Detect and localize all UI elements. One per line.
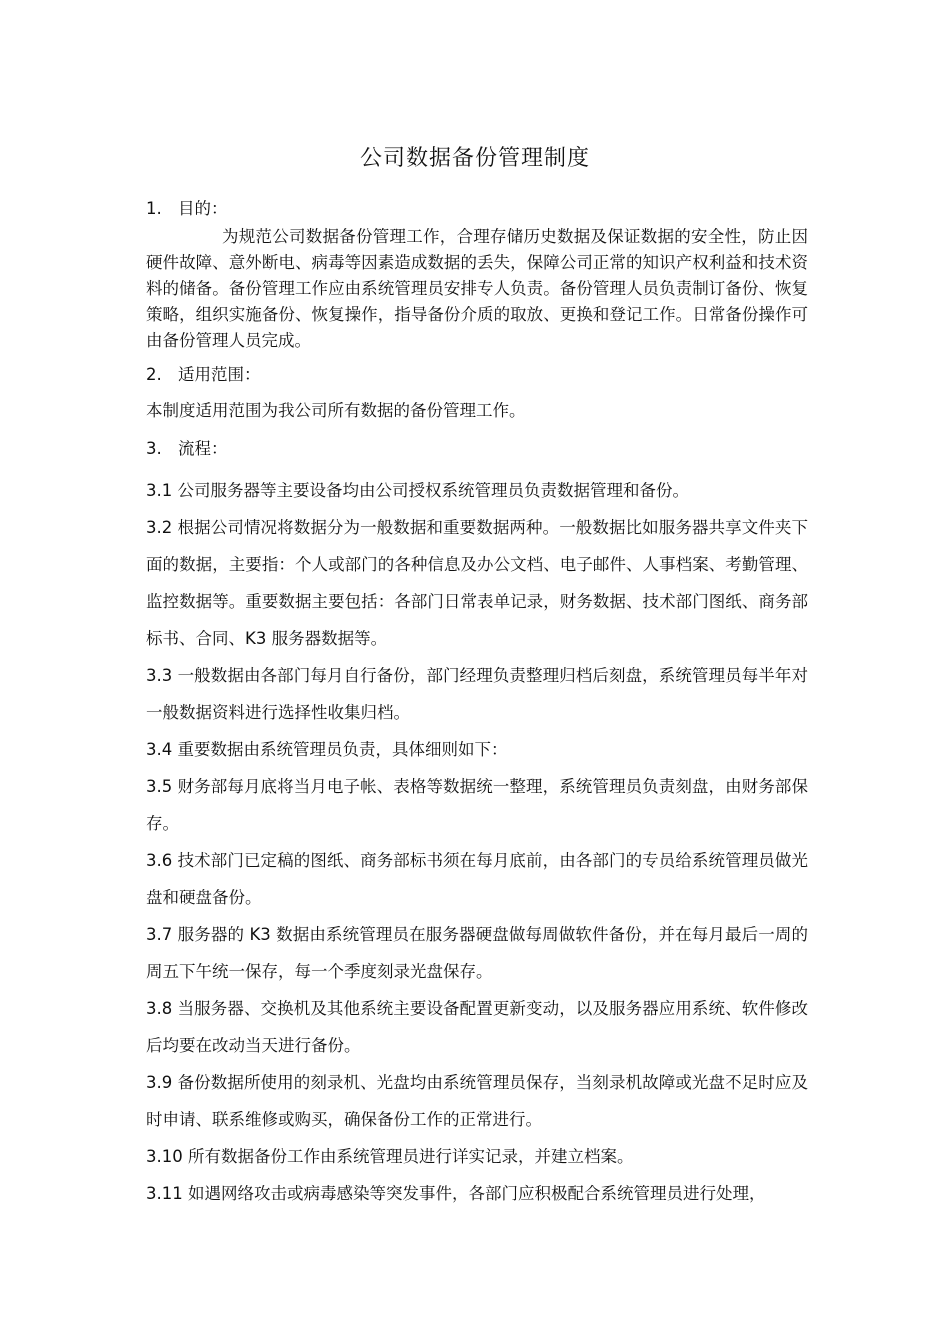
section-number: 3. xyxy=(146,439,162,458)
section-scope-heading xyxy=(146,362,808,388)
process-item-3-10: 3.10 所有数据备份工作由系统管理员进行详实记录，并建立档案。 xyxy=(146,1147,634,1166)
process-item-3-3: 3.3 一般数据由各部门每月自行备份，部门经理负责整理归档后刻盘，系统管理员每半年对一般数据资料进行选择性收集归档。 xyxy=(146,666,808,722)
section-heading-text: 适用范围： xyxy=(178,365,261,384)
process-item-3-11: 3.11 如遇网络攻击或病毒感染等突发事件，各部门应积极配合系统管理员进行处理， xyxy=(146,1184,766,1203)
purpose-paragraph: 为规范公司数据备份管理工作，合理存储历史数据及保证数据的安全性，防止因硬件故障、意外断电、病毒等因素造成数据的丢失，保障公司正常的知识产权利益和技术资料的储备。备份管理工作应由系统管理员安排专人负责。备份管理人员负责制订备份、恢复策略，组织实施备份、恢复操作，指导备份介质的取放、更换和登记工作。日常备份操作可由备份管理人员完成。 xyxy=(146,227,808,350)
document-title: 公司数据备份管理制度 xyxy=(359,146,590,171)
section-purpose-heading xyxy=(146,196,808,222)
section-number: 1. xyxy=(146,199,162,218)
document-body xyxy=(146,196,808,1212)
section-number: 2. xyxy=(146,365,162,384)
section-process-heading xyxy=(146,436,808,462)
process-item-3-2: 3.2 根据公司情况将数据分为一般数据和重要数据两种。一般数据比如服务器共享文件夹下面的数据，主要指：个人或部门的各种信息及办公文档、电子邮件、人事档案、考勤管理、监控数据等。重要数据主要包括：各部门日常表单记录，财务数据、技术部门图纸、商务部标书、合同、K3 服务器数据等。 xyxy=(146,518,808,648)
process-item-3-9: 3.9 备份数据所使用的刻录机、光盘均由系统管理员保存，当刻录机故障或光盘不足时应及时申请、联系维修或购买，确保备份工作的正常进行。 xyxy=(146,1073,808,1129)
process-item-3-8: 3.8 当服务器、交换机及其他系统主要设备配置更新变动，以及服务器应用系统、软件修改后均要在改动当天进行备份。 xyxy=(146,999,808,1055)
process-item-3-5: 3.5 财务部每月底将当月电子帐、表格等数据统一整理，系统管理员负责刻盘，由财务部保存。 xyxy=(146,777,808,833)
process-item-3-7: 3.7 服务器的 K3 数据由系统管理员在服务器硬盘做每周做软件备份，并在每月最后一周的周五下午统一保存，每一个季度刻录光盘保存。 xyxy=(146,925,808,981)
process-item-3-4: 3.4 重要数据由系统管理员负责，具体细则如下： xyxy=(146,740,508,759)
process-item-3-6: 3.6 技术部门已定稿的图纸、商务部标书须在每月底前，由各部门的专员给系统管理员做光盘和硬盘备份。 xyxy=(146,851,808,907)
section-heading-text: 目的： xyxy=(178,199,228,218)
process-item-3-1: 3.1 公司服务器等主要设备均由公司授权系统管理员负责数据管理和备份。 xyxy=(146,481,689,500)
scope-paragraph: 本制度适用范围为我公司所有数据的备份管理工作。 xyxy=(146,401,526,420)
section-heading-text: 流程： xyxy=(178,439,228,458)
